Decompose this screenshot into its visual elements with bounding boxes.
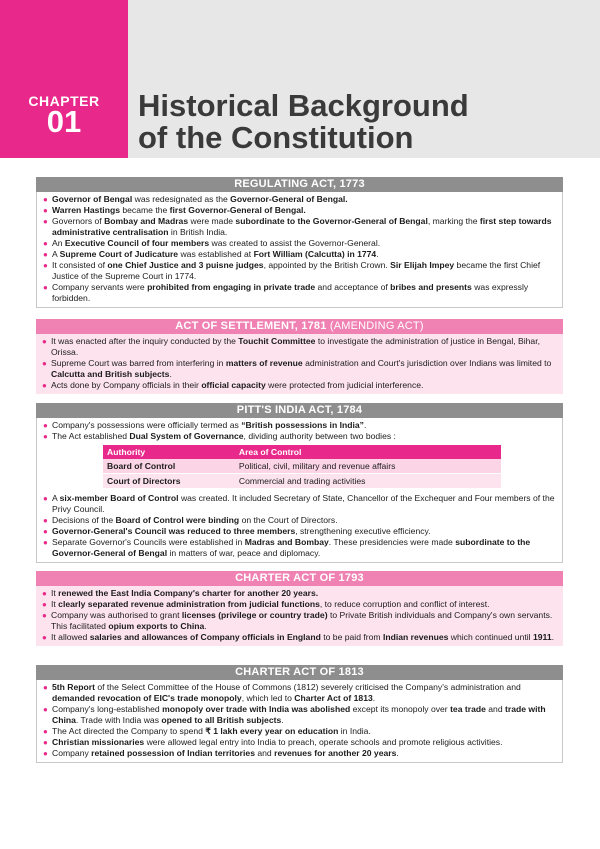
page-title	[138, 90, 469, 154]
table-header-cell: Area of Control	[235, 445, 501, 459]
bold-text: trade with China	[52, 704, 546, 725]
bullet-icon: ●	[43, 239, 48, 248]
list-item	[41, 526, 558, 537]
text: .	[551, 632, 554, 642]
text: Company's long-established	[52, 704, 163, 714]
text: .	[169, 369, 172, 379]
bold-text: Christian missionaries	[52, 737, 145, 747]
bullet-icon: ●	[42, 359, 47, 368]
bold-text: Governor-General's Council was reduced to three members	[52, 526, 296, 536]
text: A	[52, 249, 60, 259]
text: , marking the	[427, 216, 480, 226]
text: Supreme Court was barred from interfering in	[51, 358, 226, 368]
section-act-of-settlement	[36, 319, 563, 394]
bold-text: Madras and Bombay	[244, 537, 329, 547]
bold-text: first Governor-General of Bengal.	[169, 205, 306, 215]
text: was created to assist the Governor-General.	[209, 238, 381, 248]
text: Company's possessions were officially termed as	[52, 420, 242, 430]
bold-text: Warren Hastings	[52, 205, 120, 215]
text: , to reduce corruption and conflict of interest.	[319, 599, 490, 609]
text: in matters of war, peace and diplomacy.	[167, 548, 321, 558]
bullet-icon: ●	[43, 283, 48, 292]
bold-text: demanded revocation of EIC's trade monopoly	[52, 693, 242, 703]
bold-text: Bombay and Madras	[104, 216, 189, 226]
text: , which led to	[241, 693, 295, 703]
section-body	[36, 586, 563, 646]
bold-text: Touchit Committee	[238, 336, 316, 346]
governance-table	[103, 445, 501, 489]
text: It	[51, 588, 59, 598]
bullet-list	[41, 420, 558, 442]
chapter-badge	[0, 0, 128, 158]
text: on the Court of Directors.	[239, 515, 338, 525]
bold-text: matters of revenue	[225, 358, 303, 368]
bold-text: subordinate to the Governor-General of Bengal	[52, 537, 531, 558]
list-item	[40, 632, 559, 643]
list-item	[41, 704, 558, 726]
text: and acceptance of	[315, 282, 391, 292]
text: in British India.	[168, 227, 228, 237]
list-item	[41, 249, 558, 260]
list-item	[41, 726, 558, 737]
bullet-icon: ●	[43, 432, 48, 441]
bullet-icon: ●	[43, 261, 48, 270]
bullet-icon: ●	[43, 738, 48, 747]
bullet-icon: ●	[43, 538, 48, 547]
list-item	[40, 380, 559, 391]
text: Acts done by Company officials in their	[51, 380, 202, 390]
text: Separate Governor's Councils were established in	[52, 537, 245, 547]
chapter-header	[0, 0, 600, 158]
bold-text: Indian revenues	[382, 632, 449, 642]
text: Decisions of the	[52, 515, 116, 525]
text: and	[254, 748, 275, 758]
list-item	[41, 216, 558, 238]
bold-text: Governor of Bengal	[52, 194, 133, 204]
section-charter-act-1793	[36, 571, 563, 646]
text: was established at	[178, 249, 254, 259]
bold-text: retained possession of Indian territories	[91, 748, 255, 758]
bullet-icon: ●	[43, 727, 48, 736]
bullet-icon: ●	[42, 337, 47, 346]
bullet-list	[40, 588, 559, 643]
text: , strengthening executive efficiency.	[295, 526, 431, 536]
bullet-icon: ●	[43, 527, 48, 536]
text: to investigate the administration of justice in Bengal, Bihar, Orissa.	[51, 336, 540, 357]
text: administration and Court's jurisdiction over Indians was limited to	[302, 358, 552, 368]
bold-text: revenues for another 20 years	[274, 748, 397, 758]
section-regulating-act	[36, 177, 563, 308]
text: were allowed legal entry into India to preach, operate schools and promote religious activities.	[144, 737, 503, 747]
list-item	[40, 336, 559, 358]
text: except its monopoly over	[350, 704, 451, 714]
bold-text: ₹ 1 lakh every year on education	[205, 726, 339, 736]
list-item	[41, 493, 558, 515]
list-item	[40, 358, 559, 380]
section-body	[36, 680, 563, 763]
bold-text: official capacity	[201, 380, 266, 390]
bold-text: six-member Board of Control	[59, 493, 179, 503]
bold-text: first step towards administrative centralisation	[52, 216, 552, 237]
section-heading: PITT'S INDIA ACT, 1784	[36, 403, 563, 418]
bold-text: “British possessions in India”	[241, 420, 364, 430]
bold-text: 1911	[532, 632, 552, 642]
list-item	[41, 282, 558, 304]
bold-text: licenses (privilege or country trade)	[181, 610, 328, 620]
text: Governors of	[52, 216, 105, 226]
list-item	[41, 431, 558, 442]
section-charter-act-1813	[36, 665, 563, 763]
bold-text: bribes and presents	[390, 282, 472, 292]
text: was redesignated as the	[132, 194, 231, 204]
section-heading: CHARTER ACT OF 1813	[36, 665, 563, 680]
bullet-icon: ●	[42, 600, 47, 609]
list-item	[41, 748, 558, 759]
text: , dividing authority between two bodies :	[243, 431, 396, 441]
list-item	[41, 194, 558, 205]
bold-text: 5th Report	[52, 682, 95, 692]
text: was created. It included Secretary of State, Chancellor of the Exchequer and Four members of the Privy Council.	[52, 493, 555, 514]
text: .	[376, 249, 379, 259]
list-item	[41, 515, 558, 526]
bullet-icon: ●	[42, 611, 47, 620]
text: . These presidencies were made	[328, 537, 456, 547]
bullet-icon: ●	[43, 683, 48, 692]
bullet-icon: ●	[42, 589, 47, 598]
bold-text: clearly separated revenue administration from judicial functions	[58, 599, 320, 609]
list-item	[41, 420, 558, 431]
bold-text: Sir Elijah Impey	[390, 260, 455, 270]
text: .	[281, 715, 284, 725]
bold-text: Governor-General of Bengal.	[230, 194, 348, 204]
text: became the	[119, 205, 170, 215]
title-line-1: Historical Background	[138, 88, 469, 123]
text: .	[204, 621, 207, 631]
section-pitts-india-act	[36, 403, 563, 563]
bold-text: Board of Control were binding	[115, 515, 240, 525]
bullet-icon: ●	[43, 749, 48, 758]
bullet-icon: ●	[43, 217, 48, 226]
text: . Trade with India was	[75, 715, 162, 725]
table-cell: Commercial and trading activities	[235, 474, 501, 489]
bullet-icon: ●	[43, 250, 48, 259]
bullet-icon: ●	[43, 195, 48, 204]
table-cell: Board of Control	[103, 459, 235, 474]
text: Company servants were	[52, 282, 148, 292]
text: It	[51, 599, 59, 609]
bullet-icon: ●	[42, 633, 47, 642]
list-item	[40, 599, 559, 610]
text: An	[52, 238, 65, 248]
chapter-label: CHAPTER	[28, 93, 100, 109]
text: which continued until	[448, 632, 533, 642]
text: of the Select Committee of the House of Commons (1812) severely criticised the Company's administration and	[94, 682, 521, 692]
bold-text: prohibited from engaging in private trade	[147, 282, 316, 292]
text: .	[372, 693, 376, 703]
bullet-list	[41, 682, 558, 759]
text: were made	[188, 216, 236, 226]
chapter-number: 01	[46, 104, 82, 139]
bold-text: opened to all British subjects	[161, 715, 282, 725]
text: .	[396, 748, 399, 758]
bold-text: Fort William (Calcutta) in 1774	[253, 249, 377, 259]
section-body	[36, 192, 563, 308]
bullet-icon: ●	[43, 206, 48, 215]
bullet-icon: ●	[42, 381, 47, 390]
title-line-2: of the Constitution	[138, 120, 414, 155]
bold-text: one Chief Justice and 3 puisne judges	[107, 260, 264, 270]
text: was expressly forbidden.	[52, 282, 529, 303]
bullet-list	[40, 336, 559, 391]
bold-text: Charter Act of 1813	[294, 693, 373, 703]
list-item	[41, 238, 558, 249]
section-body	[36, 334, 563, 394]
text: The Act directed the Company to spend	[52, 726, 206, 736]
text: , appointed by the British Crown.	[263, 260, 391, 270]
text: It allowed	[51, 632, 90, 642]
bullet-icon: ●	[43, 516, 48, 525]
bullet-list	[41, 194, 558, 304]
text: .	[363, 420, 367, 430]
list-item	[40, 588, 559, 599]
text: Company was authorised to grant	[51, 610, 182, 620]
list-item	[41, 537, 558, 559]
text: to be paid from	[320, 632, 383, 642]
bullet-icon: ●	[43, 705, 48, 714]
bold-text: monopoly over trade with India was abolished	[162, 704, 351, 714]
bold-text: renewed the East India Company's charter for another 20 years.	[58, 588, 319, 598]
list-item	[41, 260, 558, 282]
bold-text: salaries and allowances of Company officials in England	[89, 632, 321, 642]
list-item	[41, 682, 558, 704]
bullet-icon: ●	[43, 421, 48, 430]
text: The Act established	[52, 431, 130, 441]
text: were protected from judicial interference.	[265, 380, 424, 390]
bold-text: Dual System of Governance	[129, 431, 244, 441]
section-body	[36, 418, 563, 563]
table-cell: Court of Directors	[103, 474, 235, 489]
text: became the first Chief Justice of the Supreme Court in 1774.	[52, 260, 541, 281]
table-header-cell: Authority	[103, 445, 235, 459]
table-header-row	[103, 445, 501, 459]
table-cell: Political, civil, military and revenue affairs	[235, 459, 501, 474]
text: in India.	[338, 726, 371, 736]
bold-text: Calcutta and British subjects	[51, 369, 170, 379]
text: It consisted of	[52, 260, 108, 270]
bold-text: opium exports to China	[108, 621, 205, 631]
text: Company	[52, 748, 92, 758]
section-heading: ACT OF SETTLEMENT, 1781 (AMENDING ACT)	[36, 319, 563, 334]
text: to Private British individuals and Company's own servants. This facilitated	[51, 610, 553, 631]
list-item	[41, 737, 558, 748]
list-item	[40, 610, 559, 632]
bullet-list	[41, 493, 558, 559]
text: and	[485, 704, 506, 714]
section-heading: CHARTER ACT OF 1793	[36, 571, 563, 586]
text: It was enacted after the inquiry conducted by the	[51, 336, 239, 346]
bullet-icon: ●	[43, 494, 48, 503]
bold-text: Executive Council of four members	[64, 238, 210, 248]
table-row	[103, 474, 501, 489]
text: A	[52, 493, 60, 503]
section-heading: REGULATING ACT, 1773	[36, 177, 563, 192]
list-item	[41, 205, 558, 216]
bold-text: subordinate to the Governor-General of Bengal	[235, 216, 428, 226]
bold-text: tea trade	[450, 704, 486, 714]
table-row	[103, 459, 501, 474]
bold-text: Supreme Court of Judicature	[59, 249, 179, 259]
